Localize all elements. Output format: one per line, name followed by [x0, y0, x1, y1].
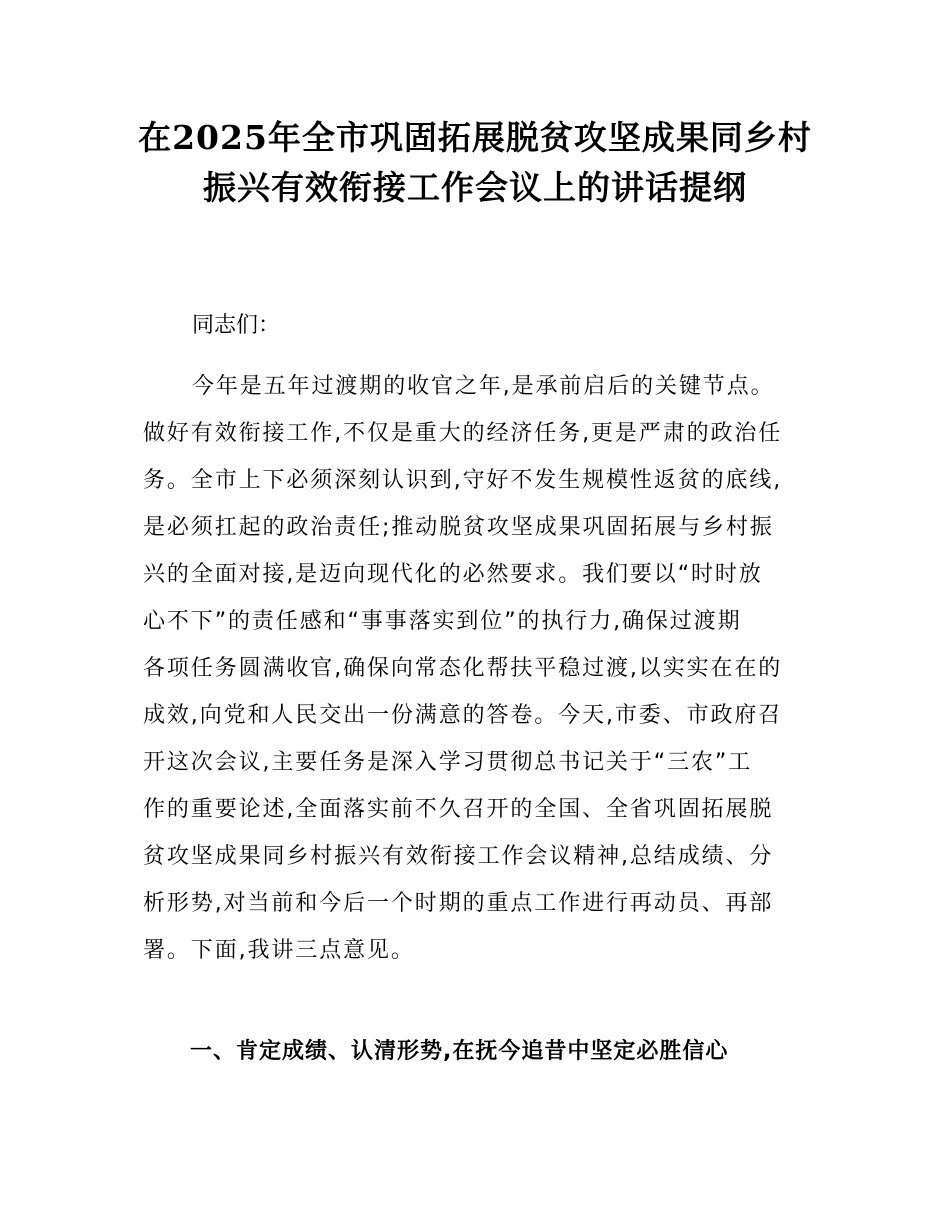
paragraph-line: 兴的全面对接,是迈向现代化的必然要求。我们要以“时时放: [143, 562, 763, 587]
paragraph-line: 今年是五年过渡期的收官之年,是承前启后的关键节点。: [192, 374, 775, 399]
paragraph-line: 作的重要论述,全面落实前不久召开的全国、全省巩固拓展脱: [143, 797, 774, 822]
document-title-line-2: 振兴有效衔接工作会议上的讲话提纲: [203, 168, 747, 207]
paragraph-line: 各项任务圆满收官,确保向常态化帮扶平稳过渡,以实实在在的: [143, 656, 783, 681]
paragraph-line: 务。全市上下必须深刻认识到,守好不发生规模性返贫的底线,: [143, 468, 783, 493]
paragraph-line: 析形势,对当前和今后一个时期的重点工作进行再动员、再部: [143, 891, 774, 916]
section-heading: 一、肯定成绩、认清形势,在抚今追昔中坚定必胜信心: [190, 1039, 729, 1064]
salutation: 同志们：: [192, 313, 281, 338]
paragraph-line: 做好有效衔接工作,不仅是重大的经济任务,更是严肃的政治任: [143, 421, 783, 446]
paragraph-line: 是必须扛起的政治责任;推动脱贫攻坚成果巩固拓展与乡村振: [143, 515, 774, 540]
paragraph-line: 成效,向党和人民交出一份满意的答卷。今天,市委、市政府召: [143, 703, 783, 728]
document-title-line-1: 在2025年全市巩固拓展脱贫攻坚成果同乡村: [138, 118, 812, 157]
paragraph-line: 心不下”的责任感和“事事落实到位”的执行力,确保过渡期: [143, 609, 742, 634]
paragraph-line: 署。下面,我讲三点意见。: [143, 938, 415, 963]
paragraph-line: 开这次会议,主要任务是深入学习贯彻总书记关于“三农”工: [143, 750, 753, 775]
paragraph-line: 贫攻坚成果同乡村振兴有效衔接工作会议精神,总结成绩、分: [143, 844, 774, 869]
